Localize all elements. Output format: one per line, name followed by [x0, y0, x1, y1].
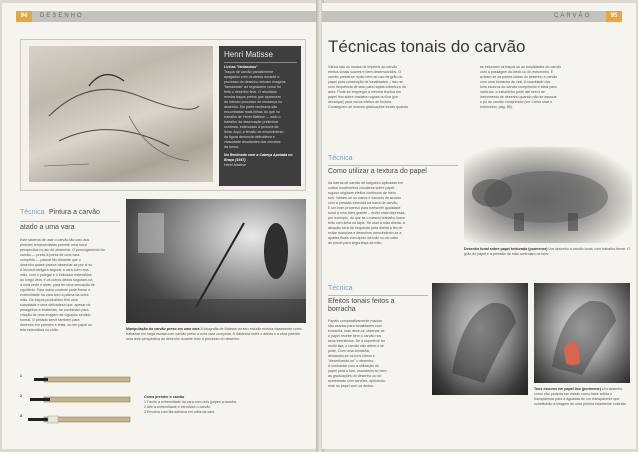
tecnica-textura-section — [328, 155, 458, 246]
tecnica-body — [20, 238, 120, 333]
section-rule — [20, 221, 120, 222]
steps-caption-item: 1 Fache a extremidade da vara com dois golpes cruzados — [144, 400, 237, 404]
tecnica-vara-section — [20, 201, 120, 333]
body-line: pintores renascentistas permite uma nova — [20, 243, 87, 247]
sea-lion-caption — [534, 387, 630, 407]
photo-caption-title: Manipulação do carvão preso em uma vara — [126, 327, 200, 331]
hippo-icon — [464, 147, 632, 243]
steps-caption-item: 2 Afie a extremidade e introduza o carvão — [144, 405, 211, 409]
steps-caption-title: Como prender o carvão — [144, 395, 185, 399]
tecnica2-label: Técnica — [328, 285, 353, 292]
tecnica-label: Técnica — [20, 209, 45, 216]
matisse-line: da forma. — [224, 145, 240, 149]
body-line: criação de uma imagem de vigoroso sentido — [20, 313, 91, 317]
body-line: o papel recebe bem o carvão nos — [328, 334, 382, 338]
matisse-caption-artist: Henri Matisse — [224, 163, 246, 167]
matisse-line: trabalho de Henri Matisse — todo o — [224, 115, 281, 119]
intro-line: efeitos tonais suaves e bem desenvolvidos. O — [328, 70, 402, 74]
body-line: desenho quase parece desenhar-se por si só. — [20, 263, 94, 267]
body-line: formal. O pintado serve também para — [20, 318, 80, 322]
hippo-drawing-image — [464, 147, 632, 243]
sea-lion-caption-title: Tons escuros em papel liso (pormenor) — [534, 387, 602, 391]
body-line: papel para o tom, usaríamos se bem — [328, 369, 387, 373]
hippo-caption-text: Um desenho a carvão tonal, com trabalho breve. O grão do papel e a pressão da mão controlam os tons. — [464, 247, 630, 256]
body-line: sombreado com carvões, aplicando- — [328, 379, 386, 383]
intro-line: o pó do carvão comprimido (ver Como usar o — [480, 100, 553, 104]
body-line: mão, com o polegar e o indicador estendidos — [20, 273, 92, 277]
matisse-line: da figura denuncia delicadeza e — [224, 135, 275, 139]
charcoal-stick-icon — [20, 371, 138, 435]
intro-line: papel para construção de tonalidades – isso se — [328, 80, 404, 84]
body-line: A técnica obriga a segurar a vara com uma — [20, 268, 89, 272]
matisse-line: processo do desenho deixam imagens — [224, 80, 286, 84]
matisse-studio-photo — [126, 199, 306, 323]
step-number: 3 — [20, 414, 22, 418]
matisse-line: desenho. Em parte nenhuma são — [224, 105, 278, 109]
body-line: equilíbrio. Para maior controle pode firmar o — [20, 288, 91, 292]
intro-line: papel fino sobre madeira rugosa ou lixa (por — [328, 95, 399, 99]
tecnica2-subtitle: borracha — [328, 306, 356, 313]
body-line: As barras de carvão de salgueiro aplicadas em — [328, 181, 403, 185]
tecnica-subtitle: atado a uma vara — [20, 224, 75, 231]
intro-column-1 — [328, 65, 468, 110]
tecnica1-body — [328, 181, 458, 246]
matisse-line: trabalho da observação preliminar — [224, 120, 279, 124]
body-line: E um bom processo para transmitir qualidade — [328, 206, 401, 210]
section-rule — [328, 165, 458, 166]
hippo-caption — [464, 247, 632, 257]
body-line: pode. Com uma borracha, — [328, 349, 370, 353]
sea-lion-drawing-1 — [432, 283, 528, 395]
matisse-text-panel — [219, 46, 301, 186]
sea-lion-caption-text: Um desenho como não poderia ser visado como base sólida e transparente para a aguadas de cor transparente que constituirão a imagem de uma pintura totalmente colorida. — [534, 387, 627, 406]
body-line: mão. Os traços produzidos têm uma — [20, 298, 78, 302]
matisse-line: contínua, estimulado à procura da — [224, 125, 279, 129]
main-title: Técnicas tonais do carvão — [328, 37, 526, 56]
body-line: este no papel com os dedos. — [328, 384, 374, 388]
body-line: destacam-se os tons claros e — [328, 354, 375, 358]
tecnica2-title: Efeitos tonais feitos a — [328, 298, 395, 305]
running-title-right: CARVÃO — [554, 13, 592, 19]
tecnica1-title: Como utilizar a textura do papel — [328, 168, 427, 175]
body-line: desenho em paredes e telas, ou em papel ou — [20, 323, 93, 327]
sea-lion-drawing-2 — [534, 283, 630, 383]
body-line: com a pressão exercida na barra de carvão. — [328, 201, 399, 205]
section-rule — [328, 295, 428, 296]
body-line: suavidade e uma delicadeza que, apesar de — [20, 303, 91, 307]
body-line: tom. Variam-se os claros e escuros de acordo — [328, 196, 402, 200]
matisse-line: "fantasmas" ao registarem como foi — [224, 85, 281, 89]
intro-line: Vários são os modos de imprimir ao carvão — [328, 65, 398, 69]
intro-line: esfuminho, pág. 86). — [480, 105, 513, 109]
intro-line: com frequência de lado para rápida cobertura da — [328, 85, 406, 89]
matisse-line: encontradas mais linhas do que no — [224, 110, 280, 114]
photo-caption — [126, 327, 306, 342]
body-line: Este sistema de usar o carvão tão caro aos — [20, 238, 90, 242]
body-line: perspectiva no ato de desenhar. O prolongamento do — [20, 248, 105, 252]
left-page — [2, 3, 318, 449]
body-line: "desenhando-se" o desenho. — [328, 359, 375, 363]
step-number: 2 — [20, 394, 22, 398]
body-line: feito com linha ou lápis. Se usar a mão direita, a — [328, 221, 405, 225]
sea-lion-icon — [432, 283, 528, 395]
body-line: rugoso originam efeitos contínuos de meio — [328, 191, 396, 195]
tecnica1-label: Técnica — [328, 155, 353, 162]
body-line: as graduações do desenho ou do — [328, 374, 382, 378]
tecnica-title: Pintura a carvão — [48, 209, 100, 216]
charcoal-steps-diagram — [20, 371, 138, 435]
matisse-line: apagados com os dedos durante o — [224, 75, 280, 79]
tecnica-borracha-section — [328, 285, 428, 389]
body-line: borracha, mas deve-se observar se — [328, 329, 385, 333]
body-line: A contrastar com a utilização do — [328, 364, 379, 368]
matisse-caption-title: Nu Reclinado com a Cabeça Apoiada no Braço (1937) — [224, 153, 293, 162]
body-line: atuação será da esquerda para direita a fim de — [328, 226, 403, 230]
matisse-line: vivacidade resultantes dos circuitos — [224, 140, 281, 144]
running-title-left: DESENHO — [40, 13, 84, 19]
matisse-line: do intenso processo de mudança no — [224, 100, 282, 104]
matisse-box — [20, 39, 306, 191]
matisse-line: linha. Aqui, a tensão do envolvimento — [224, 130, 284, 134]
body-line: tela estendidos no chão. — [20, 328, 59, 332]
intro-line: avivam-se as partes claras do desenho a carvão — [480, 75, 558, 79]
sea-lion-hand-icon — [534, 283, 630, 383]
intro-line: se esfumam os traços ou as tonalidades do carvão — [480, 65, 562, 69]
intro-column-2 — [480, 65, 620, 110]
body-line: são usados para tonalidades com — [328, 324, 382, 328]
photo-caption-text: A fotografia de Matisse ao seu estúdio mostra claramente como trabalhar em larga escala com carvão preso a uma vara comprida. A distância entre o artista e a obra permite uma leve perspectiva do desenho durante todo o processo do desenho. — [126, 327, 302, 341]
body-line: muito lisa, o carvão não adere e se — [328, 344, 384, 348]
matisse-title: Henri Matisse — [224, 50, 273, 59]
tecnica2-body — [328, 319, 428, 389]
intro-line: área. Pode-se empregar a mesma técnica em — [328, 90, 402, 94]
matisse-drawing-image — [29, 46, 213, 182]
matisse-line: mostra traços pretos que aparecem — [224, 95, 281, 99]
body-line: Papéis comparativamente macios — [328, 319, 382, 323]
sketch-lines-icon — [29, 46, 213, 182]
intro-line: decalque) para novos efeitos de textura. — [328, 100, 393, 104]
matisse-lead: Linhas "fantasmas" — [224, 65, 258, 69]
page-number-right: 95 — [606, 11, 622, 22]
matisse-line: Traços de carvão parcialmente — [224, 70, 274, 74]
body-line: extremidade da vara com a palma da outra — [20, 293, 89, 297]
body-line: ao longo dela, e os outros dedos seguram-na — [20, 278, 93, 282]
right-page — [322, 3, 636, 449]
intro-line: com a passagem do dedo ou do esfuminho. E — [480, 70, 554, 74]
body-line: evitar manchas e desenhos prescindindo-se a — [328, 231, 402, 235]
steps-caption-item: 3 Envolva com fita adesiva em volta da vara — [144, 410, 215, 414]
body-line: seus interstícios. Se a superfície for — [328, 339, 385, 343]
hippo-caption-title: Desenho tonal sobre papel texturado (pormenor) — [464, 247, 548, 251]
matisse-body — [224, 70, 297, 150]
body-line: pesageiros e imateriais, se combinam para — [20, 308, 89, 312]
page-number-left: 94 — [16, 11, 32, 22]
intro-line: instrumento de desenho quando não se associa — [480, 95, 557, 99]
studio-scene-icon — [126, 199, 306, 323]
intro-line: variá-los; o esfuminho pode até servir de — [480, 90, 545, 94]
intro-line: Conseguem-se suaves graduações tonais quando — [328, 105, 409, 109]
body-line: tonal a uma área grande – muito mais depressa, — [328, 211, 406, 215]
body-line: curtos movimentos circulares sobre papel — [328, 186, 395, 190]
intro-line: com uma borracha de vinil. A suavidade dos — [480, 80, 551, 84]
body-line: ajustes finais com apoio da mão ou do cabo — [328, 236, 399, 240]
intro-line: carvão presta-se muito bem ao uso de grão do — [328, 75, 403, 79]
body-line: a uma certa e atrás, para ter uma sensação de — [20, 283, 95, 287]
body-line: por exemplo, do que se o mesmo trabalho fosse — [328, 216, 405, 220]
matisse-line: feito o desenho final. O resultado — [224, 90, 277, 94]
steps-caption — [144, 395, 264, 415]
step-number: 1 — [20, 374, 22, 378]
body-line: do pincel para segurança da mão. — [328, 241, 383, 245]
body-line: comprida — passar tão distante que o — [20, 258, 81, 262]
body-line: carvão — preso à ponta de uma vara — [20, 253, 80, 257]
intro-line: tons escuros do carvão comprimido é ideal para — [480, 85, 557, 89]
